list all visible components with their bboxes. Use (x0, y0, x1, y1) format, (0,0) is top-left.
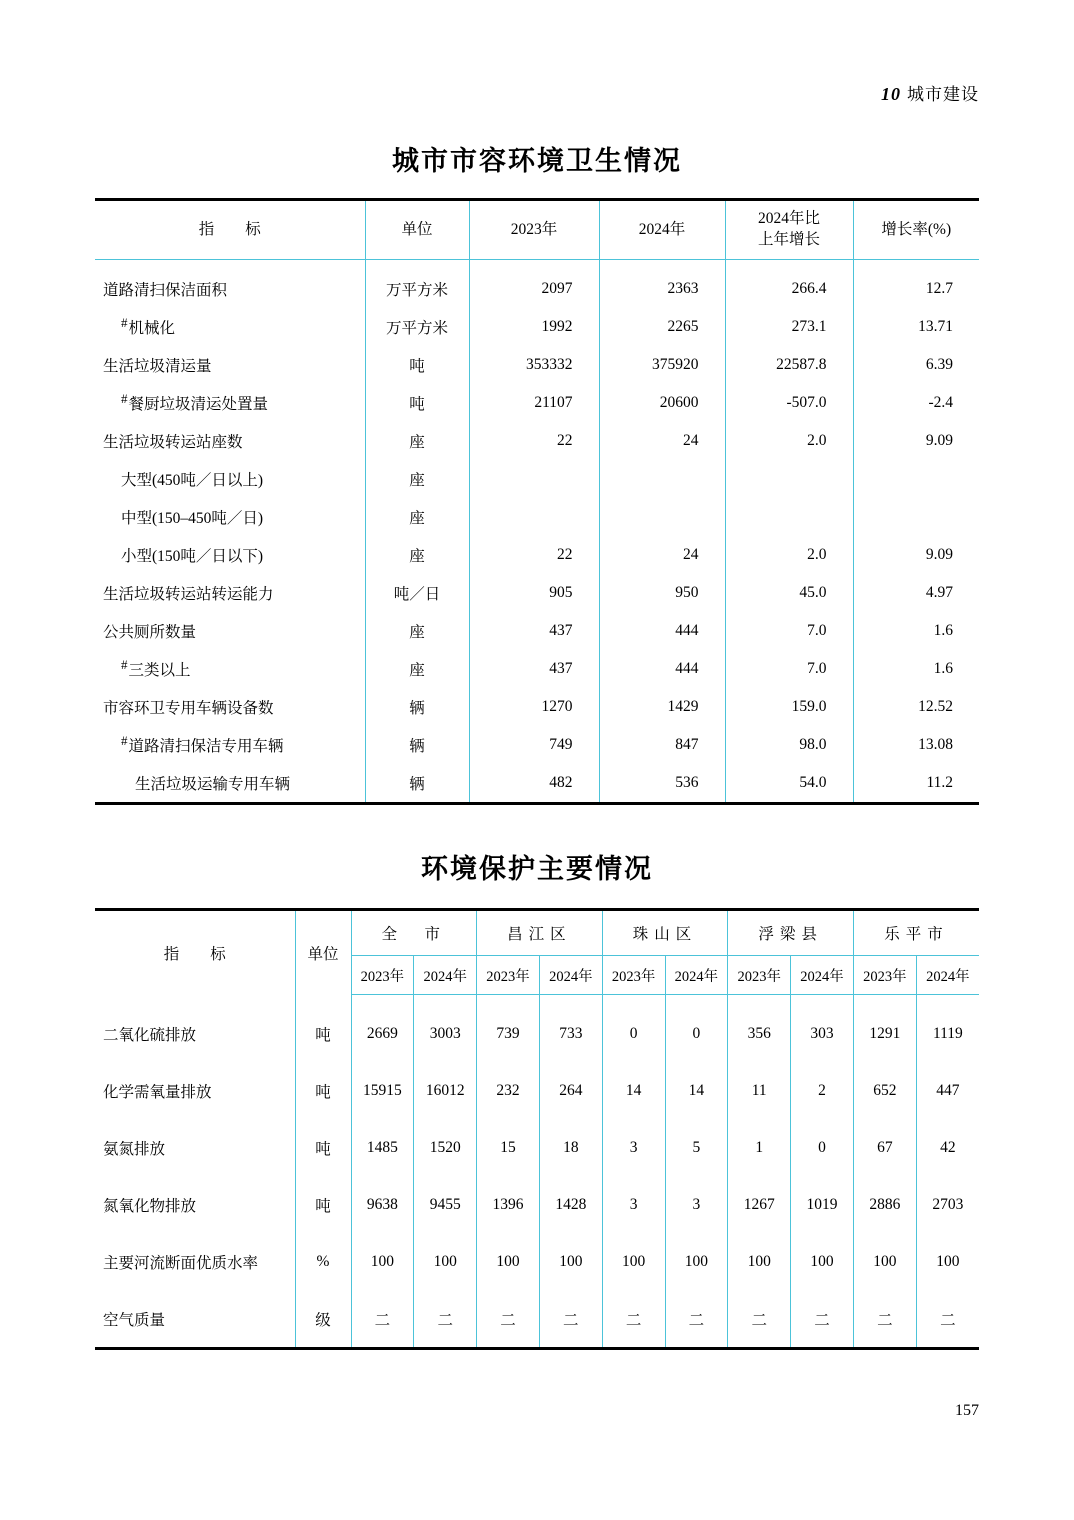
table2-header-row-groups (95, 910, 979, 956)
row-value: 3 (665, 1176, 728, 1233)
hash-marker: # (121, 391, 128, 407)
row-growth: 54.0 (725, 764, 853, 804)
row-value-2024: 1429 (599, 688, 725, 726)
table-row (95, 1233, 979, 1290)
row-value-2023: 749 (469, 726, 599, 764)
row-value-2024: 950 (599, 574, 725, 612)
row-value: 652 (853, 1062, 916, 1119)
table1-body (95, 260, 979, 804)
row-label: 二氧化硫排放 (103, 1026, 197, 1044)
row-unit: 座 (365, 612, 469, 650)
row-value: 二 (791, 1290, 854, 1349)
row-unit: 吨 (295, 1119, 351, 1176)
table-row (95, 270, 979, 308)
table1-title: 城市市容环境卫生情况 (392, 146, 682, 176)
row-value-2023: 22 (469, 536, 599, 574)
row-value: 100 (414, 1233, 477, 1290)
row-value-2023: 1270 (469, 688, 599, 726)
row-value: 9455 (414, 1176, 477, 1233)
row-unit: 吨 (365, 384, 469, 422)
row-value: 1520 (414, 1119, 477, 1176)
row-growth (725, 498, 853, 536)
row-unit: 吨 (295, 1062, 351, 1119)
table-row (95, 764, 979, 804)
table-row (95, 1062, 979, 1119)
row-growth: 266.4 (725, 270, 853, 308)
table2-year-header: 2023年 (853, 956, 916, 995)
row-unit: 级 (295, 1290, 351, 1349)
row-value-2023 (469, 460, 599, 498)
row-unit: 吨 (295, 1005, 351, 1062)
table2-year-header: 2023年 (728, 956, 791, 995)
row-unit: % (295, 1233, 351, 1290)
row-value: 二 (853, 1290, 916, 1349)
table2-year-header: 2023年 (477, 956, 540, 995)
table1-spacer-row (95, 260, 979, 271)
table2-year-header: 2024年 (916, 956, 979, 995)
row-value-2023: 2097 (469, 270, 599, 308)
row-value-2024: 2265 (599, 308, 725, 346)
row-label: #道路清扫保洁专用车辆 (121, 733, 284, 756)
row-rate: 13.08 (853, 726, 979, 764)
row-growth: -507.0 (725, 384, 853, 422)
hash-marker: # (121, 315, 128, 331)
row-value: 356 (728, 1005, 791, 1062)
table-row (95, 574, 979, 612)
row-rate: 11.2 (853, 764, 979, 804)
row-value: 100 (853, 1233, 916, 1290)
row-label: #机械化 (121, 315, 176, 338)
row-value: 1019 (791, 1176, 854, 1233)
row-value: 二 (665, 1290, 728, 1349)
row-value: 447 (916, 1062, 979, 1119)
row-value: 264 (539, 1062, 602, 1119)
row-value: 14 (602, 1062, 665, 1119)
row-growth: 273.1 (725, 308, 853, 346)
row-rate: 13.71 (853, 308, 979, 346)
table-row (95, 460, 979, 498)
row-value: 二 (916, 1290, 979, 1349)
table2-year-header: 2023年 (602, 956, 665, 995)
row-unit: 座 (365, 650, 469, 688)
row-value: 100 (728, 1233, 791, 1290)
row-value-2023: 437 (469, 650, 599, 688)
table-row (95, 498, 979, 536)
row-value-2023: 437 (469, 612, 599, 650)
table-row (95, 384, 979, 422)
table1-col-growth-line2: 上年增长 (757, 231, 820, 248)
table2-group-4: 浮梁县 (728, 910, 854, 956)
row-label: 市容环卫专用车辆设备数 (103, 700, 274, 717)
row-value-2024: 444 (599, 612, 725, 650)
row-value: 2 (791, 1062, 854, 1119)
table-row (95, 422, 979, 460)
table1-header (95, 200, 979, 260)
row-rate: 12.7 (853, 270, 979, 308)
row-unit: 吨／日 (365, 574, 469, 612)
row-value: 二 (351, 1290, 414, 1349)
table1-col-indicator: 指 标 (95, 200, 365, 260)
row-value-2023: 22 (469, 422, 599, 460)
table2-year-header: 2024年 (791, 956, 854, 995)
table1-col-unit: 单位 (365, 200, 469, 260)
row-label: 主要河流断面优质水率 (103, 1254, 259, 1272)
row-unit: 万平方米 (365, 270, 469, 308)
row-value: 1485 (351, 1119, 414, 1176)
hash-marker: # (121, 657, 128, 673)
row-value: 1428 (539, 1176, 602, 1233)
table2-year-header: 2024年 (665, 956, 728, 995)
table2-group-1: 全 市 (351, 910, 477, 956)
row-unit: 辆 (365, 764, 469, 804)
row-value: 2669 (351, 1005, 414, 1062)
row-value: 42 (916, 1119, 979, 1176)
row-value: 100 (791, 1233, 854, 1290)
row-growth: 22587.8 (725, 346, 853, 384)
row-growth: 45.0 (725, 574, 853, 612)
row-value: 0 (602, 1005, 665, 1062)
table2-year-header: 2024年 (414, 956, 477, 995)
row-unit: 辆 (365, 688, 469, 726)
row-value-2024: 847 (599, 726, 725, 764)
row-rate (853, 498, 979, 536)
row-label: 公共厕所数量 (103, 624, 197, 641)
row-value: 100 (539, 1233, 602, 1290)
row-growth (725, 460, 853, 498)
table1-col-2023: 2023年 (469, 200, 599, 260)
row-value: 100 (477, 1233, 540, 1290)
row-value-2023: 905 (469, 574, 599, 612)
row-value: 2886 (853, 1176, 916, 1233)
row-value: 二 (539, 1290, 602, 1349)
row-value: 1396 (477, 1176, 540, 1233)
chapter-number: 10 (881, 84, 901, 104)
row-label: 中型(150–450吨／日) (121, 510, 264, 527)
row-unit: 吨 (295, 1176, 351, 1233)
row-value-2023: 21107 (469, 384, 599, 422)
row-value: 100 (351, 1233, 414, 1290)
row-growth: 159.0 (725, 688, 853, 726)
row-value: 1291 (853, 1005, 916, 1062)
row-value-2024 (599, 460, 725, 498)
table2-header (95, 910, 979, 995)
row-value: 0 (665, 1005, 728, 1062)
row-value: 18 (539, 1119, 602, 1176)
page-header (95, 0, 979, 105)
row-value: 11 (728, 1062, 791, 1119)
row-value: 1267 (728, 1176, 791, 1233)
chapter-title: 城市建设 (907, 85, 979, 104)
row-value-2024: 20600 (599, 384, 725, 422)
row-value-2024: 24 (599, 422, 725, 460)
row-label: 空气质量 (95, 1290, 295, 1349)
table2-year-header: 2023年 (351, 956, 414, 995)
table1-col-growth (725, 200, 853, 260)
table2-group-2: 昌江区 (477, 910, 603, 956)
row-unit: 座 (365, 460, 469, 498)
table-row (95, 612, 979, 650)
table-row (95, 346, 979, 384)
row-value: 15915 (351, 1062, 414, 1119)
row-value-2023: 353332 (469, 346, 599, 384)
row-unit: 辆 (365, 726, 469, 764)
row-value: 0 (791, 1119, 854, 1176)
table-row (95, 726, 979, 764)
row-label: 大型(450吨／日以上) (121, 472, 264, 489)
row-label: 道路清扫保洁面积 (103, 282, 228, 299)
row-rate: 1.6 (853, 650, 979, 688)
row-value: 5 (665, 1119, 728, 1176)
row-value-2024: 536 (599, 764, 725, 804)
table-row (95, 1290, 979, 1349)
table2-body (95, 995, 979, 1349)
row-value: 1119 (916, 1005, 979, 1062)
row-label: 氮氧化物排放 (103, 1197, 197, 1215)
row-value: 232 (477, 1062, 540, 1119)
row-value: 100 (665, 1233, 728, 1290)
row-growth: 98.0 (725, 726, 853, 764)
row-value: 3003 (414, 1005, 477, 1062)
row-rate: 6.39 (853, 346, 979, 384)
row-label: 生活垃圾转运站转运能力 (103, 586, 274, 603)
row-label: 化学需氧量排放 (103, 1083, 212, 1101)
row-value: 3 (602, 1119, 665, 1176)
row-rate: 4.97 (853, 574, 979, 612)
row-rate: 1.6 (853, 612, 979, 650)
row-value-2024 (599, 498, 725, 536)
row-growth: 7.0 (725, 612, 853, 650)
row-rate: 9.09 (853, 536, 979, 574)
row-value-2024: 24 (599, 536, 725, 574)
row-value: 二 (728, 1290, 791, 1349)
row-rate: -2.4 (853, 384, 979, 422)
row-rate: 9.09 (853, 422, 979, 460)
row-growth: 2.0 (725, 536, 853, 574)
row-value: 二 (602, 1290, 665, 1349)
row-value: 16012 (414, 1062, 477, 1119)
row-label: 小型(150吨／日以下) (121, 548, 264, 565)
row-value: 14 (665, 1062, 728, 1119)
row-label: #餐厨垃圾清运处置量 (121, 391, 269, 414)
row-value-2023: 1992 (469, 308, 599, 346)
row-value: 3 (602, 1176, 665, 1233)
table-row (95, 688, 979, 726)
row-value-2023: 482 (469, 764, 599, 804)
environment-table (95, 908, 979, 1350)
table2-spacer-row (95, 995, 979, 1006)
table-row (95, 1005, 979, 1062)
table-row (95, 1176, 979, 1233)
row-label: #三类以上 (121, 657, 191, 680)
row-value-2023 (469, 498, 599, 536)
row-label: 生活垃圾运输专用车辆 (95, 764, 365, 804)
row-value: 739 (477, 1005, 540, 1062)
row-label: 生活垃圾转运站座数 (103, 434, 243, 451)
row-value: 9638 (351, 1176, 414, 1233)
row-growth: 2.0 (725, 422, 853, 460)
row-value-2024: 375920 (599, 346, 725, 384)
row-unit: 座 (365, 498, 469, 536)
table2-col-unit: 单位 (295, 910, 351, 995)
page-number: 157 (955, 1402, 979, 1419)
row-rate (853, 460, 979, 498)
hash-marker: # (121, 733, 128, 749)
row-value: 二 (477, 1290, 540, 1349)
row-value: 二 (414, 1290, 477, 1349)
table-row (95, 1119, 979, 1176)
row-value: 2703 (916, 1176, 979, 1233)
row-growth: 7.0 (725, 650, 853, 688)
row-value: 1 (728, 1119, 791, 1176)
table-row (95, 650, 979, 688)
table1-col-growth-line1: 2024年比 (757, 210, 820, 228)
table2-group-3: 珠山区 (602, 910, 728, 956)
row-value-2024: 444 (599, 650, 725, 688)
row-label: 生活垃圾清运量 (103, 358, 212, 375)
row-unit: 万平方米 (365, 308, 469, 346)
row-unit: 座 (365, 536, 469, 574)
row-value-2024: 2363 (599, 270, 725, 308)
row-value: 67 (853, 1119, 916, 1176)
row-value: 100 (916, 1233, 979, 1290)
table2-col-indicator: 指 标 (95, 910, 295, 995)
row-value: 303 (791, 1005, 854, 1062)
row-value: 100 (602, 1233, 665, 1290)
row-unit: 吨 (365, 346, 469, 384)
table2-group-5: 乐平市 (853, 910, 979, 956)
row-value: 15 (477, 1119, 540, 1176)
table1-col-rate: 增长率(%) (853, 200, 979, 260)
table-row (95, 308, 979, 346)
sanitation-table (95, 198, 979, 805)
table-row (95, 536, 979, 574)
table2-title: 环境保护主要情况 (421, 854, 653, 884)
row-value: 733 (539, 1005, 602, 1062)
table2-year-header: 2024年 (539, 956, 602, 995)
table1-col-2024: 2024年 (599, 200, 725, 260)
row-label: 氨氮排放 (103, 1140, 166, 1158)
row-unit: 座 (365, 422, 469, 460)
row-rate: 12.52 (853, 688, 979, 726)
